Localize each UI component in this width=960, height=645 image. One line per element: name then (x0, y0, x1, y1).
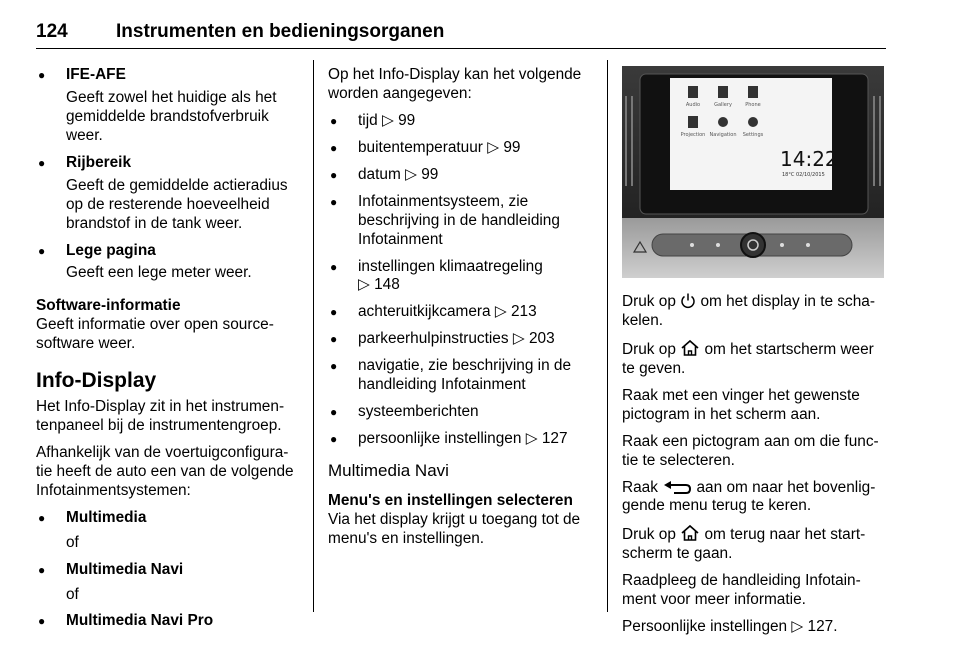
display-items-list (328, 112, 594, 449)
page-header (36, 8, 886, 46)
ref-arrow-icon: ▷ (381, 111, 394, 129)
home-icon (680, 524, 700, 542)
list-item: ● Rijbereik Geeft de gemiddelde actieradius op de resterende hoeveelheid brandstof in de tank weer. (36, 154, 298, 234)
app-label-settings: Settings (742, 132, 764, 138)
paragraph: Druk op om terug naar het startscherm te gaan. (622, 526, 866, 563)
sub-heading: Menu's en instellingen selecteren (328, 491, 573, 509)
software-text: Geeft informatie over open source-software weer. (36, 316, 274, 353)
power-knob-icon (741, 233, 765, 257)
list-item: ● Multimedia Navi of (36, 561, 298, 605)
paragraph: Raak met een vinger het gewenste pictogram in het scherm aan. (622, 386, 860, 423)
list-item: ● buitentemperatuur ▷ 99 (328, 139, 594, 158)
column-divider-1 (313, 60, 314, 612)
header-rule (36, 48, 886, 49)
app-label-phone: Phone (745, 102, 761, 108)
screen-clock: 14:22 (780, 147, 838, 171)
list-item: ● persoonlijke instellingen ▷ 127 (328, 430, 594, 449)
systems-list (36, 509, 298, 632)
ref-arrow-icon: ▷ (405, 165, 417, 183)
list-item: ● Lege pagina Geeft een lege meter weer. (36, 242, 298, 284)
column-2 (328, 66, 594, 557)
paragraph: Op het Info-Display kan het volgende worden aangegeven: (328, 66, 582, 102)
list-item: ● Multimedia of (36, 509, 298, 553)
app-label-gallery: Gallery (714, 102, 732, 108)
sub-text: Via het display krijgt u toegang tot de menu's en instellingen. (328, 510, 581, 547)
ref-arrow-icon: ▷ (791, 618, 804, 636)
screen-status: 18°C 02/10/2015 (782, 172, 825, 178)
paragraph: Persoonlijke instellingen ▷ 127. (622, 618, 838, 636)
paragraph: Druk op om het startscherm weer te geven. (622, 340, 874, 377)
ref-arrow-icon: ▷ (494, 303, 507, 321)
paragraph: Druk op om het display in te schakelen. (622, 293, 875, 329)
app-label-navigation: Navigation (709, 132, 737, 138)
menus-section (328, 492, 594, 549)
paragraph: Raadpleeg de handleiding Infotainment voor meer informatie. (622, 572, 861, 609)
info-display-photo (622, 66, 884, 278)
page-title: Instrumenten en bedieningsorganen (116, 21, 445, 42)
paragraph: Raak een pictogram aan om die functie te selecteren. (622, 432, 879, 469)
software-info (36, 297, 298, 354)
page-number: 124 (36, 21, 68, 42)
list-item: ● systeemberichten (328, 403, 594, 422)
column-3 (622, 66, 886, 645)
column-1 (36, 66, 298, 639)
ref-arrow-icon: ▷ (512, 330, 525, 348)
list-item: ● parkeerhulpinstructies ▷ 203 (328, 330, 594, 349)
paragraph: Raak aan om naar het bovenliggende menu terug te keren. (622, 478, 876, 515)
power-icon (680, 292, 696, 309)
list-item: ● IFE-AFE Geeft zowel het huidige als het gemiddelde brandstofverbruik weer. (36, 66, 298, 146)
paragraph: Afhankelijk van de voertuigconfiguratie heeft de auto een van de volgende Infotainmentsystemen: (36, 443, 294, 499)
app-label-projection: Projection (680, 132, 706, 138)
meter-options-list (36, 66, 298, 283)
paragraph: Het Info-Display zit in het instrumentenpaneel bij de instrumentengroep. (36, 398, 285, 434)
list-item: ● Multimedia Navi Pro (36, 612, 298, 631)
list-item: ● Infotainmentsysteem, zie beschrijving in de handleiding Infotainment (328, 193, 594, 250)
ref-arrow-icon: ▷ (487, 138, 500, 156)
column-divider-2 (607, 60, 608, 612)
section-heading-info-display: Info-Display (36, 369, 157, 393)
list-item: ● instellingen klimaatregeling ▷ 148 (328, 258, 594, 296)
list-item: ● achteruitkijkcamera ▷ 213 (328, 303, 594, 322)
software-heading: Software-informatie (36, 297, 181, 315)
list-item: ● tijd ▷ 99 (328, 112, 594, 131)
list-item: ● datum ▷ 99 (328, 166, 594, 185)
back-icon (662, 479, 692, 495)
home-icon (680, 339, 700, 357)
ref-arrow-icon: ▷ (525, 430, 538, 448)
section-heading-multimedia-navi: Multimedia Navi (328, 461, 449, 480)
ref-arrow-icon: ▷ (358, 276, 370, 294)
list-item: ● navigatie, zie beschrijving in de handleiding Infotainment (328, 357, 594, 395)
app-label-audio: Audio (685, 102, 701, 108)
